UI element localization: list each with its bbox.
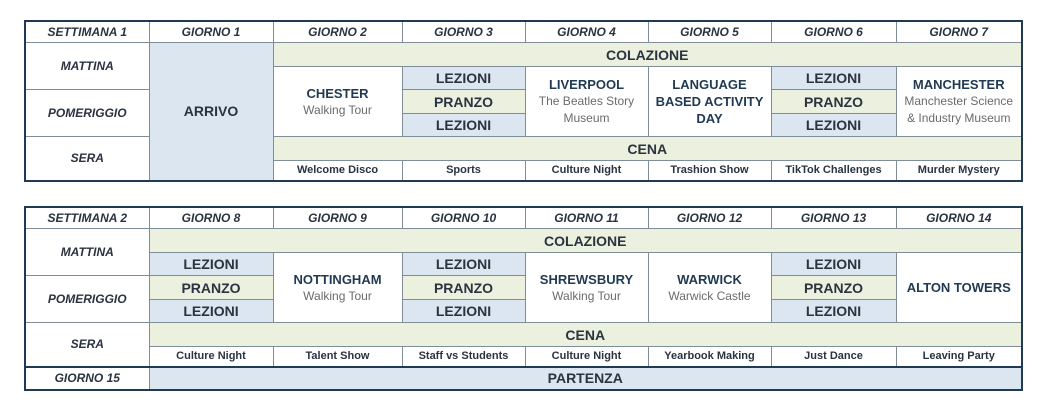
lessons-cell: LEZIONI — [402, 300, 525, 323]
evening-event: Murder Mystery — [896, 161, 1022, 181]
evening-event: Sports — [402, 161, 525, 181]
day-header: GIORNO 3 — [402, 21, 525, 43]
day11-title: SHREWSBURY — [539, 271, 634, 287]
day7-title: MANCHESTER — [912, 77, 1005, 92]
lunch-cell: PRANZO — [771, 90, 896, 114]
week1-header-row — [25, 21, 1022, 43]
day2-title: CHESTER — [306, 85, 369, 101]
day4-title: LIVERPOOL — [548, 77, 625, 92]
day-header: GIORNO 4 — [525, 21, 648, 43]
week1-table — [24, 20, 1023, 182]
evening-event: TikTok Challenges — [771, 161, 896, 181]
row-label-morning: MATTINA — [25, 229, 149, 276]
day9-cell — [273, 253, 402, 323]
day-header: GIORNO 14 — [896, 207, 1022, 229]
day12-title: WARWICK — [677, 271, 742, 287]
day5-cell — [648, 67, 771, 137]
day12-cell — [648, 253, 771, 323]
row-label-evening: SERA — [25, 137, 149, 181]
week-label: SETTIMANA 2 — [25, 207, 149, 229]
evening-event: Just Dance — [771, 347, 896, 367]
lessons-cell: LEZIONI — [771, 67, 896, 90]
day-header: GIORNO 9 — [273, 207, 402, 229]
day7-cell — [896, 67, 1022, 137]
evening-event: Yearbook Making — [648, 347, 771, 367]
evening-event: Welcome Disco — [273, 161, 402, 181]
day14-cell — [896, 253, 1022, 323]
row-label-afternoon: POMERIGGIO — [25, 276, 149, 323]
day4-cell — [525, 67, 648, 137]
lunch-cell: PRANZO — [149, 276, 273, 300]
breakfast-bar: COLAZIONE — [149, 229, 1022, 253]
lessons-cell: LEZIONI — [402, 67, 525, 90]
arrival-cell: ARRIVO — [149, 43, 273, 181]
evening-event: Culture Night — [525, 347, 648, 367]
day-header: GIORNO 10 — [402, 207, 525, 229]
row-label-day15: GIORNO 15 — [25, 367, 149, 390]
row-label-afternoon: POMERIGGIO — [25, 90, 149, 137]
row-label-morning: MATTINA — [25, 43, 149, 90]
day5-title: LANGUAGE BASED ACTIVITY DAY — [655, 77, 764, 126]
breakfast-bar: COLAZIONE — [273, 43, 1022, 67]
lessons-cell: LEZIONI — [149, 300, 273, 323]
lunch-cell: PRANZO — [402, 90, 525, 114]
day12-sub: Warwick Castle — [668, 288, 751, 303]
evening-event: Leaving Party — [896, 347, 1022, 367]
day14-title: ALTON TOWERS — [906, 280, 1011, 295]
day4-sub: The Beatles Story Museum — [538, 94, 635, 125]
lessons-cell: LEZIONI — [402, 114, 525, 137]
lessons-cell: LEZIONI — [149, 253, 273, 276]
lunch-cell: PRANZO — [771, 276, 896, 300]
week-label: SETTIMANA 1 — [25, 21, 149, 43]
evening-event: Culture Night — [149, 347, 273, 367]
day-header: GIORNO 7 — [896, 21, 1022, 43]
evening-event: Trashion Show — [648, 161, 771, 181]
lessons-cell: LEZIONI — [771, 253, 896, 276]
day11-sub: Walking Tour — [552, 288, 621, 303]
evening-event: Talent Show — [273, 347, 402, 367]
day-header: GIORNO 12 — [648, 207, 771, 229]
lessons-cell: LEZIONI — [402, 253, 525, 276]
day9-sub: Walking Tour — [303, 288, 372, 303]
day2-sub: Walking Tour — [303, 102, 372, 117]
lessons-cell: LEZIONI — [771, 114, 896, 137]
dinner-bar: CENA — [273, 137, 1022, 161]
day-header: GIORNO 5 — [648, 21, 771, 43]
day9-title: NOTTINGHAM — [293, 271, 382, 287]
lessons-cell: LEZIONI — [771, 300, 896, 323]
day2-cell — [273, 67, 402, 137]
day-header: GIORNO 6 — [771, 21, 896, 43]
evening-event: Staff vs Students — [402, 347, 525, 367]
day-header: GIORNO 11 — [525, 207, 648, 229]
day7-sub: Manchester Science & Industry Museum — [904, 94, 1014, 125]
day-header: GIORNO 13 — [771, 207, 896, 229]
departure-bar: PARTENZA — [149, 367, 1022, 390]
evening-event: Culture Night — [525, 161, 648, 181]
week2-table — [24, 206, 1023, 391]
week2-header-row — [25, 207, 1022, 229]
day-header: GIORNO 2 — [273, 21, 402, 43]
row-label-evening: SERA — [25, 323, 149, 367]
day11-cell — [525, 253, 648, 323]
lunch-cell: PRANZO — [402, 276, 525, 300]
day-header: GIORNO 8 — [149, 207, 273, 229]
dinner-bar: CENA — [149, 323, 1022, 347]
day-header: GIORNO 1 — [149, 21, 273, 43]
